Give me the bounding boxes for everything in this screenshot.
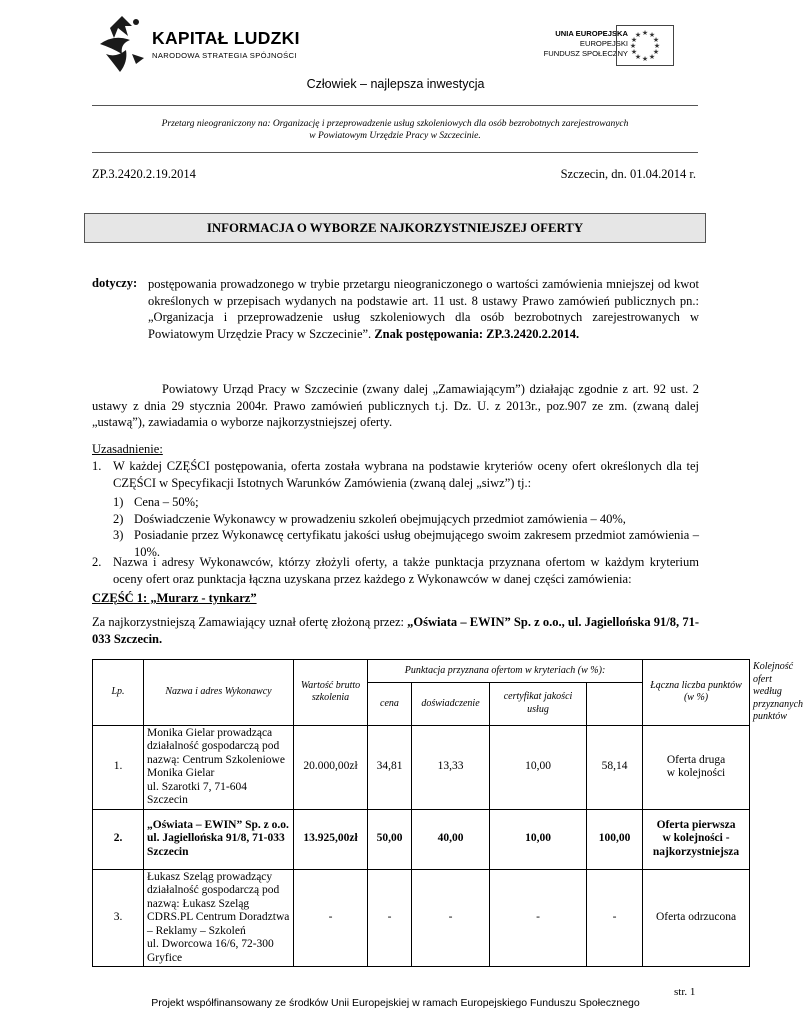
cell-value: 13.925,00zł	[294, 809, 368, 869]
name-line: ul. Dworcowa 16/6, 72-300	[147, 938, 274, 950]
cell-price: -	[368, 869, 412, 967]
award-paragraph	[92, 614, 699, 647]
document-title: INFORMACJA O WYBORZE NAJKORZYSTNIEJSZEJ OFERTY	[84, 213, 706, 243]
criterion-text: Cena – 50%;	[134, 495, 199, 509]
svg-text:★: ★	[641, 29, 649, 37]
name-line: nazwą: Łukasz Szeląg	[147, 897, 250, 910]
svg-text:★: ★	[648, 31, 656, 39]
tender-line-1: Przetarg nieograniczony na: Organizację i przeprowadzenie usług szkoleniowych dla osób bezrobotnych zarejestrowanych	[161, 119, 629, 129]
header-price: cena	[368, 683, 412, 725]
page-number: str. 1	[674, 986, 696, 998]
award-prefix: Za najkorzystniejszą Zamawiający uznał ofertę złożoną przez:	[92, 615, 404, 629]
tagline: Człowiek – najlepsza inwestycja	[306, 77, 485, 91]
subject-label: dotyczy:	[92, 276, 138, 290]
cell-certificate: 10,00	[490, 725, 587, 809]
cell-experience: -	[412, 869, 490, 967]
svg-text:★: ★	[641, 55, 649, 63]
header-lp: Lp.	[93, 660, 144, 726]
procedure-code: Znak postępowania: ZP.3.2420.2.2014.	[374, 327, 580, 342]
cell-lp: 3.	[93, 869, 144, 967]
header-certificate: certyfikat jakości usług	[490, 683, 587, 725]
cell-name	[144, 869, 294, 967]
cell-value: -	[294, 869, 368, 967]
criterion-number: 2)	[113, 511, 124, 526]
name-line: działalność gospodarczą pod	[147, 884, 280, 896]
criteria-list	[113, 494, 699, 561]
name-line: Monika Gielar prowadząca	[147, 726, 273, 739]
criterion-text: Posiadanie przez Wykonawcę certyfikatu jakości usług obejmującego swoim zakresem przedmiot zamówienia – 10%.	[134, 528, 699, 560]
item-number: 2.	[92, 555, 102, 569]
svg-text:★: ★	[630, 36, 638, 44]
award-winner: „Oświata – EWIN” Sp. z o.o., ul. Jagiellońska 91/8, 71-033 Szczecin.	[92, 615, 699, 646]
table-row	[93, 869, 750, 967]
header-total: Łączna liczba punktów (w %)	[643, 660, 750, 726]
justification-item-2	[92, 554, 699, 587]
rank-line: najkorzystniejsza	[652, 845, 740, 858]
header-name: Nazwa i adres Wykonawcy	[144, 660, 294, 726]
svg-text:★: ★	[629, 42, 637, 50]
table-row	[93, 725, 750, 809]
eu-line-3: FUNDUSZ SPOŁECZNY	[543, 49, 628, 58]
kapital-ludzki-emblem-icon	[92, 14, 152, 76]
part-heading: CZĘŚĆ 1: „Murarz - tynkarz”	[92, 591, 257, 605]
name-line: Łukasz Szeląg prowadzący	[147, 870, 273, 883]
name-line: Monika Gielar	[147, 767, 215, 779]
rank-line: Oferta pierwsza	[656, 818, 736, 831]
cell-experience: 40,00	[412, 809, 490, 869]
cell-name	[144, 809, 294, 869]
eu-flag-icon	[616, 25, 674, 66]
svg-text:★: ★	[652, 48, 660, 56]
svg-text:★: ★	[634, 53, 642, 61]
logo-title: KAPITAŁ LUDZKI	[152, 28, 300, 48]
place-date: Szczecin, dn. 01.04.2014 r.	[560, 167, 696, 181]
criterion	[113, 494, 699, 511]
intro-paragraph: Powiatowy Urząd Pracy w Szczecinie (zwany dalej „Zamawiającym”) działając zgodnie z art. 92 ust. 2 ustawy z dnia 29 stycznia 2004r. Prawo zamówień publicznych t.j. Dz. U. z 2013r., poz.907 ze zm. (zwaną dalej „ustawą”), zawiadamia o wyborze najkorzystniejszej oferty.	[92, 382, 699, 430]
results-table	[92, 659, 803, 967]
cell-lp: 1.	[93, 725, 144, 809]
name-line: nazwą: Centrum Szkoleniowe	[147, 753, 285, 766]
logo-subtitle: NARODOWA STRATEGIA SPÓJNOŚCI	[152, 51, 297, 60]
cell-total: 58,14	[587, 725, 643, 809]
cell-price: 50,00	[368, 809, 412, 869]
name-line: działalność gospodarczą pod	[147, 740, 280, 752]
item-text: Nazwa i adresy Wykonawców, którzy złożyli oferty, a także punktacja przyznana ofertom w każdym kryterium oceny ofert oraz punktacja łączna uzyskana przez każdego z Wykonawców w danej części zamówienia:	[113, 555, 699, 586]
header-value: Wartość brutto szkolenia	[294, 660, 368, 726]
name-line: Gryfice	[147, 951, 183, 964]
rank-line: w kolejności	[666, 767, 726, 779]
subject-body: postępowania prowadzonego w trybie przetargu nieograniczonego o wartości zamówienia mniejszej od kwot określonych w przepisach wydanych na podstawie art. 11 ust. 8 ustawy Prawo zamówień publicznych pn.: „Organizacja i przeprowadzenie usług szkoleniowych dla osób bezrobotnych zarejestrowanych w Powiatowym Urzędzie Pracy w Szczecinie”.	[148, 277, 699, 342]
cell-certificate: 10,00	[490, 809, 587, 869]
cell-price: 34,81	[368, 725, 412, 809]
svg-text:★: ★	[652, 36, 660, 44]
name-line: ul. Szarotki 7, 71-604 Szczecin	[147, 780, 247, 806]
eu-line-1: UNIA EUROPEJSKA	[555, 29, 628, 38]
cell-certificate: -	[490, 869, 587, 967]
cell-name	[144, 725, 294, 809]
cell-total: -	[587, 869, 643, 967]
justification-item-1	[92, 458, 699, 491]
subject-text	[148, 276, 699, 343]
cell-rank	[643, 725, 750, 809]
tender-line-2: w Powiatowym Urzędzie Pracy w Szczecinie.	[309, 131, 481, 141]
justification-label: Uzasadnienie:	[92, 442, 163, 456]
divider	[92, 105, 698, 106]
rank-line: Oferta druga	[666, 753, 726, 766]
item-text: W każdej CZĘŚCI postępowania, oferta została wybrana na podstawie kryteriów oceny ofert określonych dla tej CZĘŚCI w Specyfikacji Istotnych Warunków Zamówienia (zwaną dalej „siwz”) tj.:	[113, 459, 699, 490]
name-line: „Oświata – EWIN” Sp. z o.o.	[147, 818, 289, 831]
name-line: Szczecin	[147, 845, 189, 858]
svg-text:★: ★	[630, 48, 638, 56]
name-line: ul. Jagiellońska 91/8, 71-033	[147, 832, 285, 845]
cell-total: 100,00	[587, 809, 643, 869]
rank-line: Oferta odrzucona	[655, 911, 737, 923]
header-points-group: Punktacja przyznana ofertom w kryteriach (w %):	[368, 660, 643, 683]
criterion-number: 1)	[113, 495, 124, 509]
cell-experience: 13,33	[412, 725, 490, 809]
tender-subject	[92, 118, 698, 142]
divider	[92, 152, 698, 153]
name-line: CDRS.PL Centrum Doradztwa	[147, 911, 290, 923]
cell-lp: 2.	[93, 809, 144, 869]
svg-text:★: ★	[653, 42, 661, 50]
cell-value: 20.000,00zł	[294, 725, 368, 809]
svg-text:★: ★	[648, 53, 656, 61]
eu-label	[530, 29, 628, 59]
criterion	[113, 511, 699, 528]
cell-rank	[643, 809, 750, 869]
header-experience: doświadczenie	[412, 683, 490, 725]
footer-text: Projekt współfinansowany ze środków Unii Europejskiej w ramach Europejskiego Funduszu Społecznego	[151, 997, 640, 1009]
criterion-text: Doświadczenie Wykonawcy w prowadzeniu szkoleń obejmujących przedmiot zamówienia – 40%,	[134, 511, 626, 526]
name-line: – Reklamy – Szkoleń	[147, 924, 246, 937]
cell-rank	[643, 869, 750, 967]
reference-number: ZP.3.2420.2.19.2014	[92, 167, 196, 181]
rank-line: w kolejności -	[662, 832, 730, 845]
svg-text:★: ★	[634, 31, 642, 39]
table-row-winner	[93, 809, 750, 869]
table-header-row: Lp. Nazwa i adres Wykonawcy Wartość brutto szkolenia Punktacja przyznana ofertom w kryteriach (w %): Łączna liczba punktów (w %) Kolejność ofert według przyznanych punktów	[93, 660, 750, 683]
criterion-number: 3)	[113, 528, 124, 543]
item-number: 1.	[92, 459, 102, 473]
eu-line-2: EUROPEJSKI	[579, 39, 628, 48]
